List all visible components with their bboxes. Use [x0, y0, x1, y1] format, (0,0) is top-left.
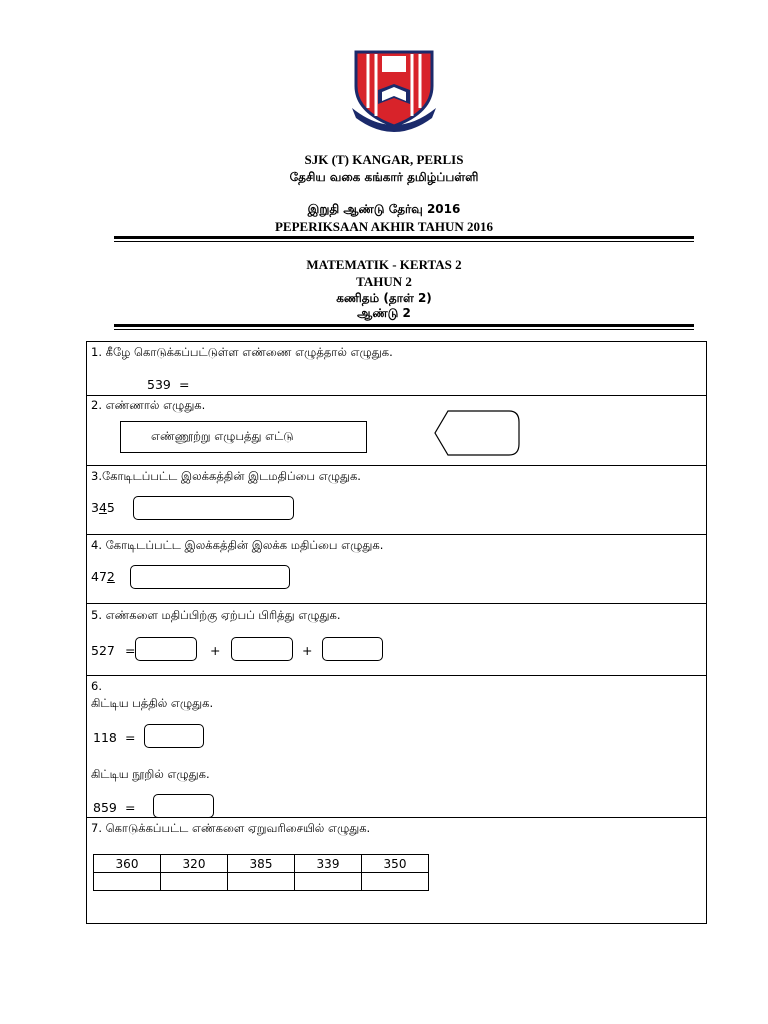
answer-box-hundreds[interactable]	[135, 637, 197, 661]
subject-divider-thick	[114, 324, 694, 327]
question-1-equals: =	[179, 377, 190, 392]
question-6	[87, 676, 706, 818]
question-7	[87, 818, 706, 923]
answer-box-ones[interactable]	[322, 637, 383, 661]
answer-cell[interactable]	[94, 873, 161, 891]
number-word-box	[120, 421, 367, 453]
answer-box[interactable]	[144, 724, 204, 748]
table-row-values	[94, 855, 429, 873]
exam-title-malay: PEPERIKSAAN AKHIR TAHUN 2016	[274, 219, 494, 234]
school-name-tamil: தேசிய வகை கங்கார் தமிழ்ப்பள்ளி	[289, 170, 479, 184]
question-3	[87, 466, 706, 535]
table-cell: 360	[94, 855, 161, 873]
answer-cell[interactable]	[362, 873, 429, 891]
plus-sign: +	[210, 643, 221, 658]
question-sheet	[86, 341, 707, 924]
question-6b-equals: =	[125, 800, 136, 815]
table-cell: 350	[362, 855, 429, 873]
school-crest-logo	[346, 46, 442, 132]
subject-divider-thin	[114, 329, 694, 330]
question-4	[87, 535, 706, 604]
question-1-number: 539	[147, 377, 171, 392]
question-4-number: 472	[91, 569, 115, 584]
table-row-answers	[94, 873, 429, 891]
question-2-text: 2. எண்ணால் எழுதுக.	[91, 398, 206, 412]
answer-box[interactable]	[153, 794, 214, 818]
answer-box-tens[interactable]	[231, 637, 293, 661]
table-cell: 385	[228, 855, 295, 873]
subject-title-tamil: கணிதம் (தாள் 2)	[336, 291, 432, 305]
header-divider-thin	[114, 241, 694, 242]
question-3-text: 3.கோடிடப்பட்ட இலக்கத்தின் இடமதிப்பை எழுதுக.	[91, 469, 361, 483]
question-5	[87, 604, 706, 676]
school-name: SJK (T) KANGAR, PERLIS	[304, 152, 464, 167]
plus-sign: +	[302, 643, 313, 658]
question-1	[87, 342, 706, 396]
question-6b-number: 859	[93, 800, 117, 815]
question-2	[87, 396, 706, 466]
year-title-tamil: ஆண்டு 2	[357, 306, 411, 320]
question-6-number: 6.	[91, 679, 102, 693]
number-word-text: எண்ணூற்று எழுபத்து எட்டு	[151, 429, 294, 443]
answer-cell[interactable]	[228, 873, 295, 891]
question-6a-text: கிட்டிய பத்தில் எழுதுக.	[91, 696, 214, 710]
question-1-text: 1. கீழே கொடுக்கப்பட்டுள்ள எண்ணை எழுத்தால் எழுதுக.	[91, 345, 393, 359]
question-6a-equals: =	[125, 730, 136, 745]
answer-box[interactable]	[133, 496, 294, 520]
answer-box[interactable]	[130, 565, 290, 589]
question-5-equals: =	[125, 643, 136, 658]
question-6a-number: 118	[93, 730, 117, 745]
question-4-text: 4. கோடிடப்பட்ட இலக்கத்தின் இலக்க மதிப்பை எழுதுக.	[91, 538, 384, 552]
subject-title: MATEMATIK - KERTAS 2	[306, 257, 462, 272]
exam-title-tamil: இறுதி ஆண்டு தேர்வு 2016	[307, 202, 461, 216]
question-5-text: 5. எண்களை மதிப்பிற்கு ஏற்பப் பிரித்து எழுதுக.	[91, 608, 341, 622]
ordering-table	[93, 854, 429, 891]
year-title: TAHUN 2	[356, 274, 412, 289]
answer-cell[interactable]	[295, 873, 362, 891]
question-6b-text: கிட்டிய நூறில் எழுதுக.	[91, 767, 210, 781]
table-cell: 320	[161, 855, 228, 873]
question-3-number: 345	[91, 500, 115, 515]
header-divider-thick	[114, 236, 694, 239]
table-cell: 339	[295, 855, 362, 873]
answer-box-hexagon[interactable]	[434, 410, 520, 456]
question-5-number: 527	[91, 643, 115, 658]
answer-cell[interactable]	[161, 873, 228, 891]
question-7-text: 7. கொடுக்கப்பட்ட எண்களை ஏறுவரிசையில் எழுதுக.	[91, 821, 371, 835]
